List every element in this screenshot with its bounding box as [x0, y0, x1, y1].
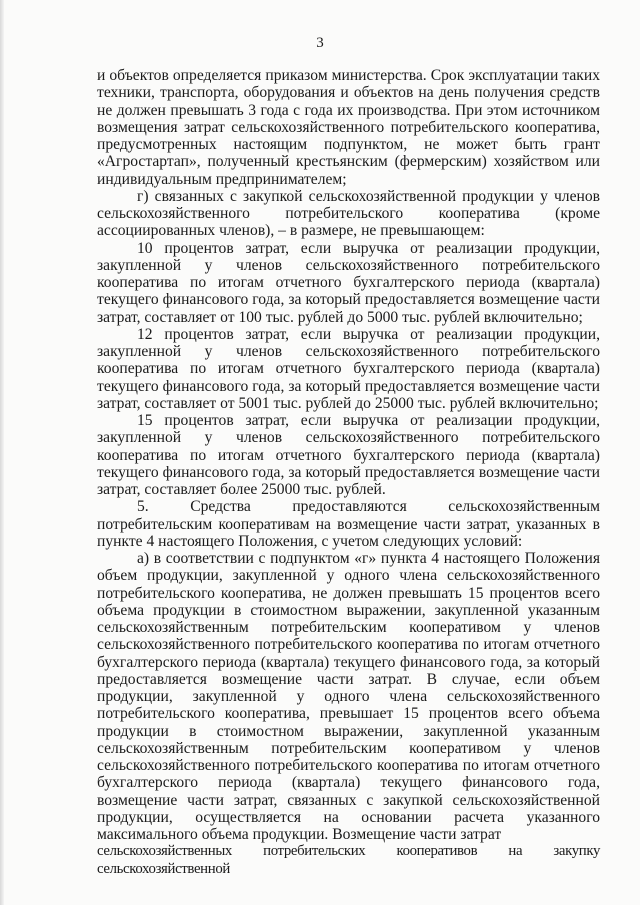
paragraph-10-percent: 10 процентов затрат, если выручка от реализации продукции, закупленной у членов сельскохозяйственного потребительского кооператива по итогам отчетного бухгалтерского периода (квартала) текущего финансового года, за который предоставляется возмещение части затрат, составляет от 100 тыс. рублей до 5000 тыс. рублей включительно; [97, 239, 600, 326]
paragraph-continuation: и объектов определяется приказом министерства. Срок эксплуатации таких техники, транспорта, оборудования и объектов на день получения средств не должен превышать 3 года с года их производства. При этом источником возмещения затрат сельскохозяйственного потребительского кооператива, предусмотренных настоящим подпунктом, не может быть грант «Агростартап», полученный крестьянским (фермерским) хозяйством или индивидуальным предпринимателем; [97, 67, 600, 188]
scan-edge [0, 0, 4, 905]
document-body [97, 67, 600, 878]
paragraph-item-5: 5. Средства предоставляются сельскохозяйственным потребительским кооперативам на возмещение части затрат, указанных в пункте 4 настоящего Положения, с учетом следующих условий: [97, 498, 600, 550]
paragraph-12-percent: 12 процентов затрат, если выручка от реализации продукции, закупленной у членов сельскохозяйственного потребительского кооператива по итогам отчетного бухгалтерского периода (квартала) текущего финансового года, за который предоставляется возмещение части затрат, составляет от 5001 тыс. рублей до 25000 тыс. рублей включительно; [97, 325, 600, 412]
last-line: сельскохозяйственных потребительских кооперативов на закупку сельскохозяйственной [97, 843, 600, 877]
paragraph-subitem-a: а) в соответствии с подпунктом «г» пункта 4 настоящего Положения объем продукции, закупленной у одного члена сельскохозяйственного потребительского кооператива, не должен превышать 15 процентов всего объема продукции в стоимостном выражении, закупленной указанным сельскохозяйственным потребительским кооперативом у членов сельскохозяйственного потребительского кооператива по итогам отчетного бухгалтерского периода (квартала) текущего финансового года, за который предоставляется возмещение части затрат. В случае, если объем продукции, закупленной у одного члена сельскохозяйственного потребительского кооператива, превышает 15 процентов всего объема продукции в стоимостном выражении, закупленной указанным сельскохозяйственным потребительским кооперативом у членов сельскохозяйственного потребительского кооператива по итогам отчетного бухгалтерского периода (квартала) текущего финансового года, возмещение части затрат, связанных с закупкой сельскохозяйственной продукции, осуществляется на основании расчета указанного максимального объема продукции. Возмещение части затрат [97, 550, 600, 843]
paragraph-subitem-g: г) связанных с закупкой сельскохозяйственной продукции у членов сельскохозяйственного потребительского кооператива (кроме ассоциированных членов), – в размере, не превышающем: [97, 187, 600, 240]
paragraph-15-percent: 15 процентов затрат, если выручка от реализации продукции, закупленной у членов сельскохозяйственного потребительского кооператива по итогам отчетного бухгалтерского периода (квартала) текущего финансового года, за который предоставляется возмещение части затрат, составляет более 25000 тыс. рублей. [97, 412, 600, 498]
page-number: 3 [316, 35, 324, 51]
